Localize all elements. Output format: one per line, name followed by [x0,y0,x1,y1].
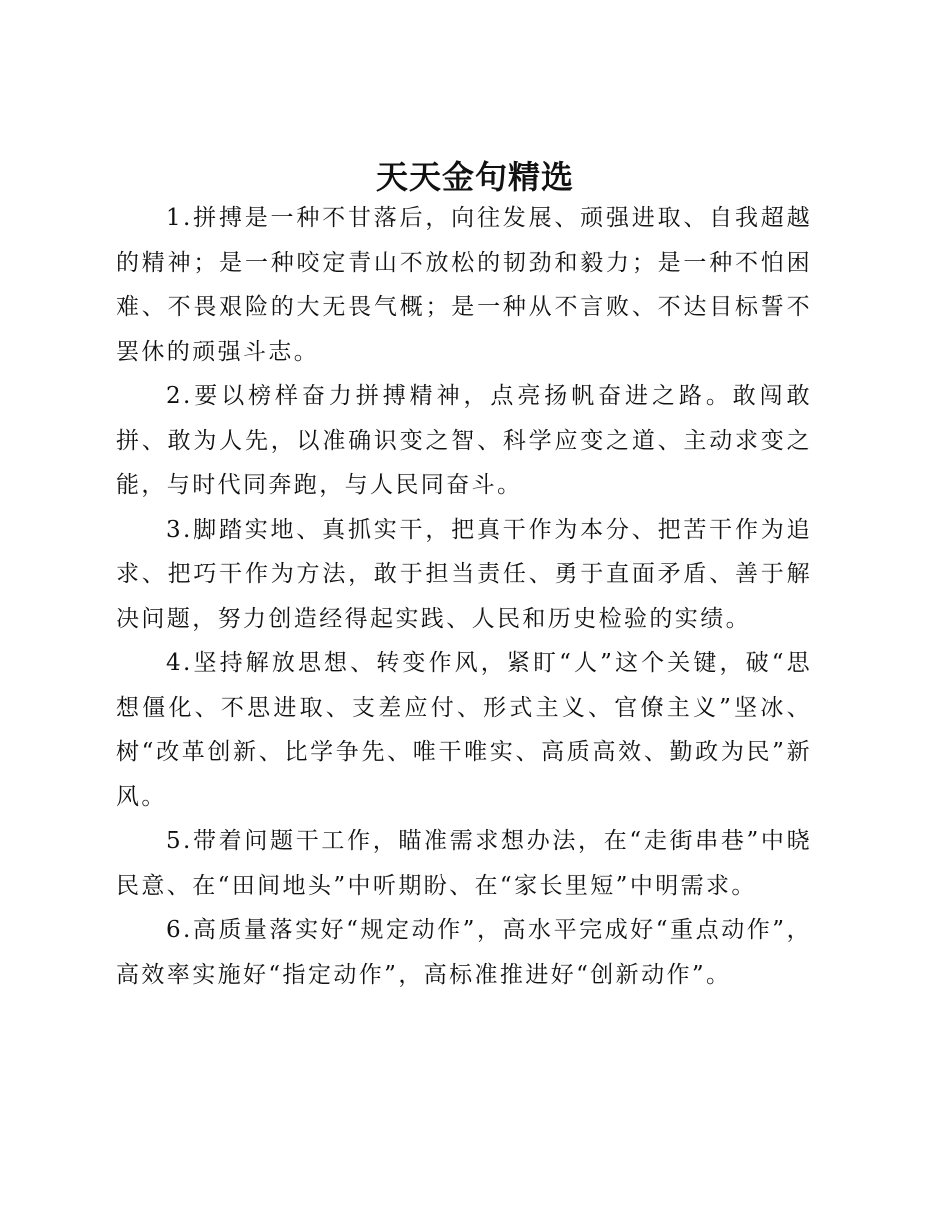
document-body [116,196,812,997]
quote-paragraph-5: 5.带着问题干工作，瞄准需求想办法，在“走街串巷”中晓民意、在“田间地头”中听期盼、在“家长里短”中明需求。 [116,828,812,899]
quote-paragraph-6: 6.高质量落实好“规定动作”，高水平完成好“重点动作”，高效率实施好“指定动作”，高标准推进好“创新动作”。 [116,917,812,988]
quote-paragraph-3: 3.脚踏实地、真抓实干，把真干作为本分、把苦干作为追求、把巧干作为方法，敢于担当责任、勇于直面矛盾、善于解决问题，努力创造经得起实践、人民和历史检验的实绩。 [116,516,812,632]
quote-paragraph-4: 4.坚持解放思想、转变作风，紧盯“人”这个关键，破“思想僵化、不思进取、支差应付、形式主义、官僚主义”坚冰、树“改革创新、比学争先、唯干唯实、高质高效、勤政为民”新风。 [116,650,812,810]
quote-paragraph-1: 1.拼搏是一种不甘落后，向往发展、顽强进取、自我超越的精神；是一种咬定青山不放松的韧劲和毅力；是一种不怕困难、不畏艰险的大无畏气概；是一种从不言败、不达目标誓不罢休的顽强斗志。 [116,205,812,365]
quote-paragraph-2: 2.要以榜样奋力拼搏精神，点亮扬帆奋进之路。敢闯敢拼、敢为人先，以准确识变之智、科学应变之道、主动求变之能，与时代同奔跑，与人民同奋斗。 [116,383,812,498]
document-title: 天天金句精选 [375,158,574,197]
